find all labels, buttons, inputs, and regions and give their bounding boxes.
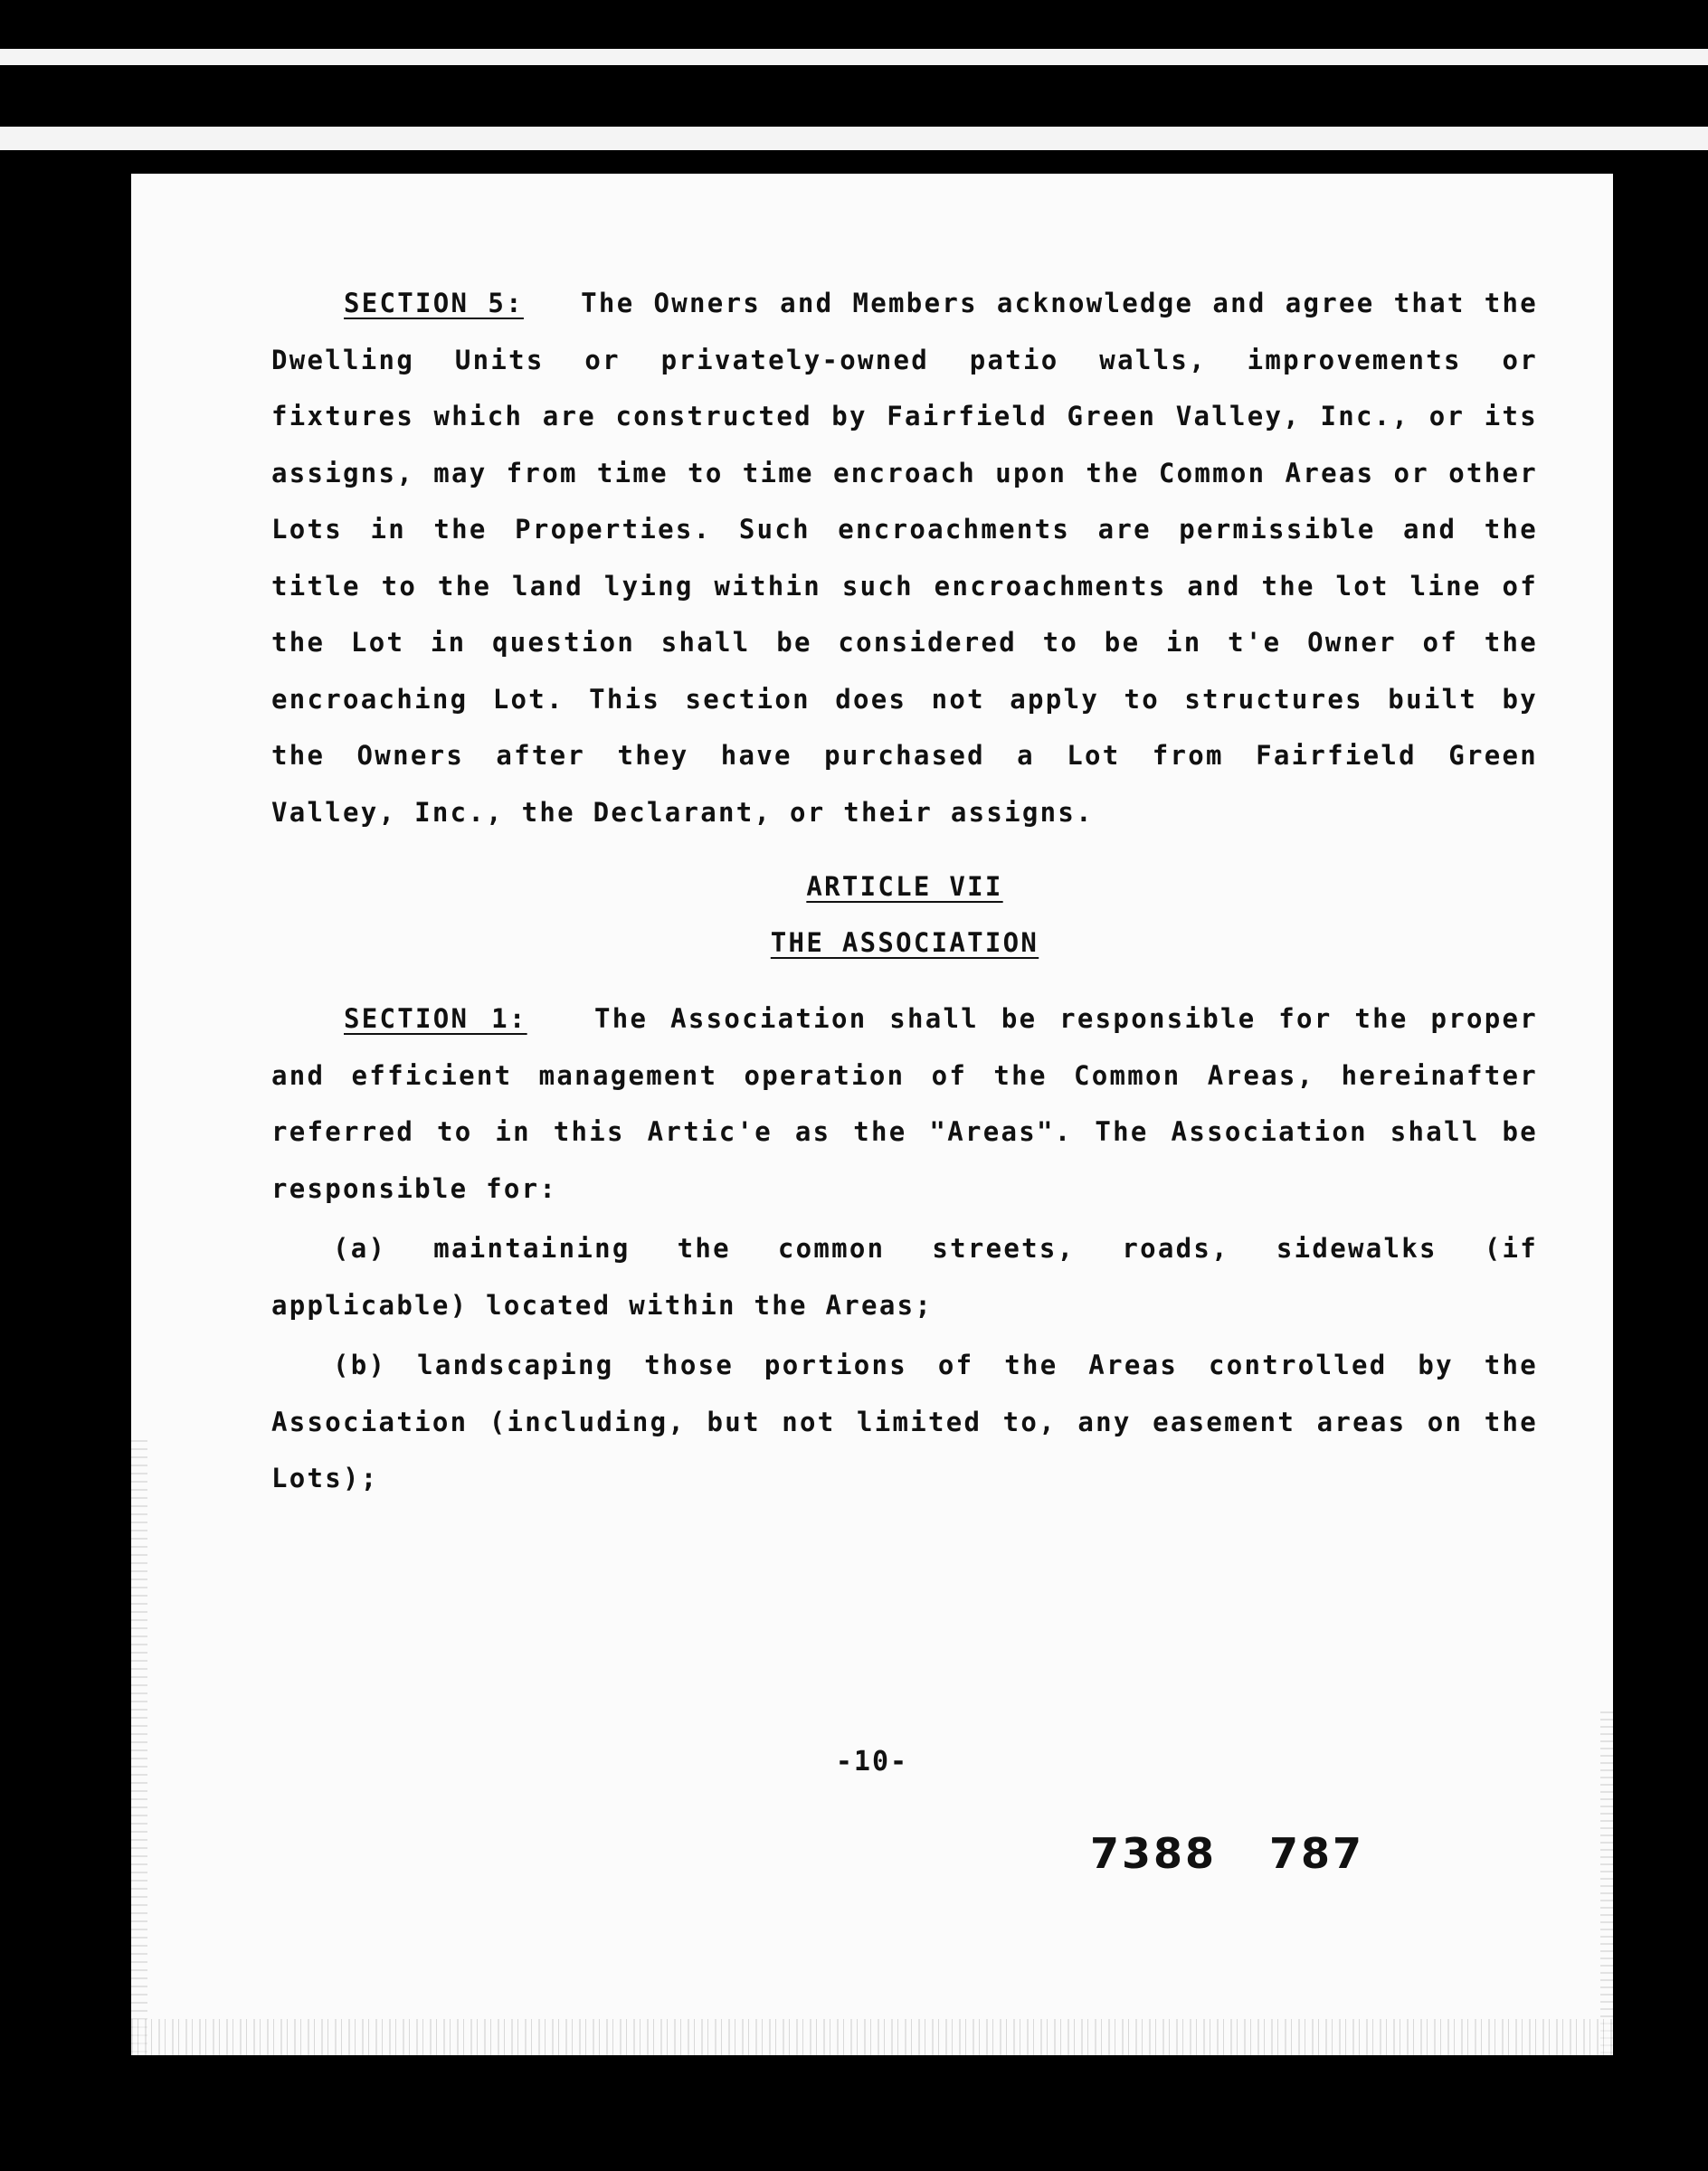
section-5-paragraph (271, 275, 1538, 840)
scan-noise (131, 2019, 1613, 2055)
recording-book-number: 7388 (1090, 1829, 1218, 1878)
section-5-label: SECTION 5: (344, 288, 524, 318)
section-5-text: The Owners and Members acknowledge and agree that the Dwelling Units or privately-owned patio walls, improvements or fixtures which are constructed by Fairfield Green Valley, Inc., or its assigns, may from time to time encroach upon the Common Areas or other Lots in the Properties. Such encroachments are permissible and the title to the land lying within such encroachments and the lot line of the Lot in question shall be considered to be in t'e Owner of the encroaching Lot. This section does not apply to structures built by the Owners after they have purchased a Lot from Fairfield Green Valley, Inc., the Declarant, or their assigns. (271, 288, 1538, 828)
page-number: -10- (835, 1746, 909, 1778)
scan-border-band (0, 127, 1708, 150)
list-item-a: (a) maintaining the common streets, roads, sidewalks (if applicable) located within the Areas; (271, 1233, 1538, 1321)
recording-page-number: 787 (1269, 1829, 1365, 1878)
section-1-paragraph (271, 991, 1538, 1217)
scan-border-band (0, 49, 1708, 65)
section-1-text: The Association shall be responsible for the proper and efficient management operation of the Common Areas, hereinafter referred to in this Artic'e as the "Areas". The Association shall be responsible for: (271, 1003, 1539, 1204)
list-item-b: (b) landscaping those portions of the Areas controlled by the Association (including, but not limited to, any easement areas on the Lots); (271, 1350, 1538, 1493)
document-body (271, 275, 1538, 1507)
document-page (131, 174, 1613, 2055)
section-1-label: SECTION 1: (344, 1003, 527, 1034)
article-title: THE ASSOCIATION (770, 927, 1039, 958)
article-number: ARTICLE VII (806, 871, 1003, 902)
